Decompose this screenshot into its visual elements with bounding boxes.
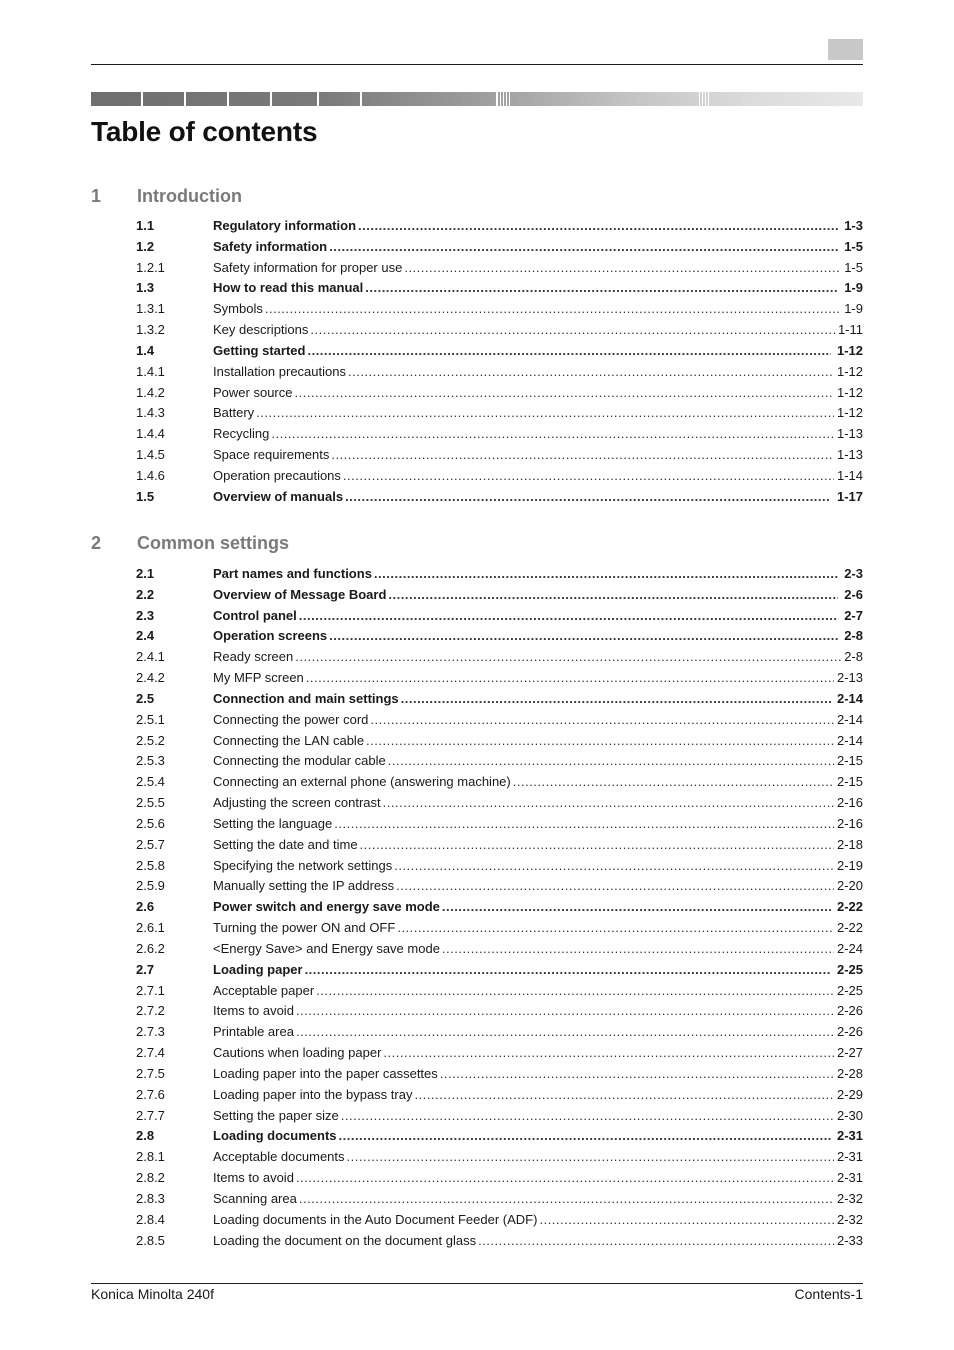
toc-entry[interactable] (136, 981, 863, 1002)
toc-entry-page: 2-29 (836, 1086, 863, 1102)
dot-leader (440, 1064, 834, 1085)
toc-entry-title: Operation screens (213, 628, 328, 644)
toc-entry-number: 1.3.1 (136, 301, 165, 317)
dot-leader (299, 606, 838, 627)
decorative-header-bar (91, 92, 863, 106)
dot-leader (401, 689, 831, 710)
toc-entry-title: Loading paper (213, 961, 303, 977)
toc-entry-number: 2.5 (136, 690, 155, 706)
dot-leader (370, 710, 834, 731)
toc-entry-number: 1.4.6 (136, 467, 165, 483)
dot-leader (383, 793, 834, 814)
toc-entry-number: 2.8.5 (136, 1232, 165, 1248)
toc-entry-page: 1-12 (836, 363, 863, 379)
toc-entry-number: 2.7.4 (136, 1045, 165, 1061)
toc-entry-title: Power source (213, 384, 293, 400)
dot-leader (366, 731, 834, 752)
toc-entry[interactable] (136, 237, 863, 258)
toc-entry-number: 2.5.6 (136, 815, 165, 831)
toc-entry[interactable] (136, 258, 863, 279)
chapter-number: 1 (91, 186, 102, 206)
toc-entry-number: 2.8 (136, 1128, 155, 1144)
toc-entry-title: Cautions when loading paper (213, 1045, 382, 1061)
toc-entry-title: Manually setting the IP address (213, 878, 395, 894)
toc-entry-number: 1.2.1 (136, 259, 165, 275)
chapter-heading-introduction[interactable] (91, 186, 863, 212)
toc-entry-title: Regulatory information (213, 218, 357, 233)
dot-leader (265, 299, 841, 320)
toc-entry-title: Turning the power ON and OFF (213, 920, 396, 936)
toc-entry-title: Recycling (213, 426, 270, 442)
toc-entry-number: 1.5 (136, 488, 155, 504)
toc-entry-number: 1.4.4 (136, 426, 165, 442)
toc-entry-number: 2.4 (136, 628, 155, 644)
dot-leader (396, 876, 834, 897)
toc-entry-page: 1-3 (844, 218, 863, 233)
toc-entry-page: 2-8 (844, 628, 863, 644)
toc-entry-number: 2.5.7 (136, 836, 165, 852)
dot-leader (394, 856, 834, 877)
toc-entry-page: 1-17 (836, 488, 863, 504)
toc-entry[interactable] (136, 383, 863, 404)
toc-entry-number: 1.4.5 (136, 447, 165, 463)
toc-entry[interactable] (136, 668, 863, 689)
toc-entry-title: Power switch and energy save mode (213, 899, 440, 915)
toc-entry[interactable] (136, 403, 863, 424)
toc-entry-title: My MFP screen (213, 670, 304, 686)
chapter-heading-common-settings[interactable] (91, 533, 863, 559)
dot-leader (347, 1147, 834, 1168)
toc-entry-number: 2.5.5 (136, 795, 165, 811)
header-rule (91, 64, 863, 65)
toc-entry-title: Operation precautions (213, 467, 341, 483)
toc-entry-title: Connection and main settings (213, 690, 399, 706)
dot-leader (294, 383, 833, 404)
toc-entry-title: Specifying the network settings (213, 857, 393, 873)
toc-entry-number: 1.4.1 (136, 363, 165, 379)
toc-entry[interactable] (136, 445, 863, 466)
toc-entry-page: 2-26 (836, 1003, 863, 1019)
toc-entry[interactable] (136, 772, 863, 793)
toc-entry[interactable] (136, 585, 863, 606)
toc-entry-page: 1-5 (844, 259, 863, 275)
dot-leader (295, 647, 841, 668)
toc-entry-title: Items to avoid (213, 1170, 294, 1186)
toc-entry-number: 2.6.2 (136, 940, 165, 956)
toc-entry[interactable] (136, 1043, 863, 1064)
toc-entry-title: Ready screen (213, 649, 294, 665)
toc-entry-number: 2.5.2 (136, 732, 165, 748)
toc-entry-page: 2-15 (836, 753, 863, 769)
toc-entry-title: Acceptable paper (213, 982, 315, 998)
toc-entry-title: Space requirements (213, 447, 330, 463)
toc-entry-page: 2-26 (836, 1024, 863, 1040)
dot-leader (442, 939, 834, 960)
toc-entry[interactable] (136, 1147, 863, 1168)
toc-entry-number: 1.4.3 (136, 405, 165, 421)
toc-entry-title: Part names and functions (213, 566, 372, 581)
dot-leader (404, 258, 841, 279)
toc-entry[interactable] (136, 341, 863, 362)
toc-entry-number: 2.7.2 (136, 1003, 165, 1019)
toc-entry-title: Printable area (213, 1024, 294, 1040)
dot-leader (383, 1043, 834, 1064)
toc-entry[interactable] (136, 939, 863, 960)
toc-list-introduction (136, 216, 863, 508)
toc-entry[interactable] (136, 362, 863, 383)
toc-entry-title: Overview of Message Board (213, 586, 387, 602)
toc-entry[interactable] (136, 1064, 863, 1085)
footer-rule (91, 1283, 863, 1284)
toc-entry-title: Setting the paper size (213, 1107, 339, 1123)
toc-entry-title: Setting the language (213, 815, 333, 831)
toc-entry-page: 2-14 (836, 690, 863, 706)
dot-leader (397, 918, 834, 939)
toc-entry-page: 2-28 (836, 1065, 863, 1081)
toc-entry-page: 1-12 (836, 384, 863, 400)
dot-leader (345, 487, 831, 508)
toc-entry-title: How to read this manual (213, 280, 364, 296)
toc-entry-page: 2-22 (836, 920, 863, 936)
dot-leader (348, 362, 834, 383)
toc-entry-title: Loading documents in the Auto Document Feeder (ADF) (213, 1211, 538, 1227)
toc-entry[interactable] (136, 897, 863, 918)
toc-entry-number: 1.1 (136, 218, 155, 233)
toc-entry-title: Setting the date and time (213, 836, 358, 852)
toc-entry-title: Safety information for proper use (213, 259, 403, 275)
toc-entry-page: 1-13 (836, 447, 863, 463)
toc-entry[interactable] (136, 278, 863, 299)
toc-entry-title: Connecting the modular cable (213, 753, 386, 769)
dot-leader (316, 981, 834, 1002)
toc-entry[interactable] (136, 1189, 863, 1210)
toc-entry-title: Getting started (213, 342, 306, 358)
toc-entry-page: 2-14 (836, 711, 863, 727)
toc-entry-number: 2.4.2 (136, 670, 165, 686)
chapter-title: Introduction (137, 186, 242, 206)
toc-entry-page: 1-9 (844, 301, 863, 317)
toc-entry[interactable] (136, 299, 863, 320)
dot-leader (388, 585, 838, 606)
toc-entry-number: 1.4 (136, 342, 155, 358)
toc-entry-page: 2-8 (844, 649, 863, 665)
dot-leader (442, 897, 831, 918)
dot-leader (341, 1106, 834, 1127)
toc-entry-number: 2.7.5 (136, 1065, 165, 1081)
toc-entry-number: 2.1 (136, 566, 155, 581)
toc-entry[interactable] (136, 689, 863, 710)
chapter-number: 2 (91, 533, 102, 553)
footer-product-name: Konica Minolta 240f (91, 1286, 214, 1302)
toc-entry-number: 2.7.1 (136, 982, 165, 998)
dot-leader (306, 668, 834, 689)
toc-entry-page: 2-30 (836, 1107, 863, 1123)
toc-entry[interactable] (136, 564, 863, 585)
toc-entry-title: Loading the document on the document glass (213, 1232, 477, 1248)
toc-entry[interactable] (136, 751, 863, 772)
toc-entry-number: 2.7 (136, 961, 155, 977)
toc-entry-title: Safety information (213, 238, 328, 254)
toc-entry[interactable] (136, 1001, 863, 1022)
toc-entry-page: 2-32 (836, 1190, 863, 1206)
toc-entry[interactable] (136, 918, 863, 939)
toc-entry-title: Loading paper into the paper cassettes (213, 1065, 438, 1081)
toc-entry-page: 2-3 (844, 566, 863, 581)
toc-entry-title: <Energy Save> and Energy save mode (213, 940, 440, 956)
toc-entry-number: 2.7.7 (136, 1107, 165, 1123)
dot-leader (296, 1022, 834, 1043)
dot-leader (513, 772, 834, 793)
toc-entry-page: 2-16 (836, 815, 863, 831)
toc-entry-page: 1-5 (844, 238, 863, 254)
dot-leader (539, 1210, 834, 1231)
toc-entry-number: 2.6 (136, 899, 155, 915)
toc-entry-number: 2.3 (136, 607, 155, 623)
toc-entry-page: 2-22 (836, 899, 863, 915)
toc-entry[interactable] (136, 647, 863, 668)
dot-leader (334, 814, 834, 835)
dot-leader (329, 626, 838, 647)
dot-leader (478, 1231, 834, 1252)
toc-entry-page: 2-7 (844, 607, 863, 623)
toc-entry-page: 2-25 (836, 982, 863, 998)
toc-entry-number: 2.8.3 (136, 1190, 165, 1206)
toc-entry-number: 2.2 (136, 586, 155, 602)
toc-entry-number: 2.7.3 (136, 1024, 165, 1040)
dot-leader (329, 237, 838, 258)
toc-entry-page: 2-14 (836, 732, 863, 748)
toc-entry[interactable] (136, 626, 863, 647)
toc-entry[interactable] (136, 1210, 863, 1231)
toc-entry[interactable] (136, 835, 863, 856)
toc-entry[interactable] (136, 731, 863, 752)
dot-leader (271, 424, 834, 445)
toc-entry-page: 2-15 (836, 774, 863, 790)
dot-leader (331, 445, 834, 466)
dot-leader (305, 960, 831, 981)
toc-entry-number: 1.3.2 (136, 322, 165, 338)
toc-entry-page: 2-20 (836, 878, 863, 894)
toc-entry-title: Adjusting the screen contrast (213, 795, 381, 811)
toc-entry-number: 2.5.1 (136, 711, 165, 727)
toc-entry[interactable] (136, 1168, 863, 1189)
toc-entry-title: Scanning area (213, 1190, 297, 1206)
dot-leader (388, 751, 834, 772)
toc-entry[interactable] (136, 960, 863, 981)
toc-entry-page: 2-24 (836, 940, 863, 956)
toc-entry-number: 2.4.1 (136, 649, 165, 665)
toc-entry-title: Items to avoid (213, 1003, 294, 1019)
toc-entry-number: 1.4.2 (136, 384, 165, 400)
toc-entry-page: 1-11 (837, 322, 863, 338)
toc-entry-page: 1-14 (836, 467, 863, 483)
toc-entry-page: 2-32 (836, 1211, 863, 1227)
toc-entry[interactable] (136, 1085, 863, 1106)
toc-entry[interactable] (136, 856, 863, 877)
dot-leader (299, 1189, 834, 1210)
toc-entry-page: 2-6 (844, 586, 863, 602)
toc-entry-page: 1-13 (836, 426, 863, 442)
toc-entry-page: 2-18 (836, 836, 863, 852)
dot-leader (339, 1126, 831, 1147)
page-corner-tab (828, 39, 863, 60)
toc-entry-page: 2-31 (836, 1128, 863, 1144)
toc-entry-number: 2.8.1 (136, 1149, 165, 1165)
toc-entry[interactable] (136, 487, 863, 508)
toc-entry-page: 1-12 (836, 405, 863, 421)
toc-entry-number: 2.8.4 (136, 1211, 165, 1227)
toc-entry-title: Battery (213, 405, 255, 421)
toc-entry-title: Connecting an external phone (answering machine) (213, 774, 511, 790)
toc-entry-number: 2.7.6 (136, 1086, 165, 1102)
toc-entry-title: Loading documents (213, 1128, 337, 1144)
toc-entry-title: Overview of manuals (213, 488, 344, 504)
dot-leader (296, 1168, 834, 1189)
toc-entry-number: 2.5.8 (136, 857, 165, 873)
toc-entry-title: Acceptable documents (213, 1149, 345, 1165)
dot-leader (307, 341, 831, 362)
toc-entry-title: Symbols (213, 301, 263, 317)
toc-entry-page: 2-25 (836, 961, 863, 977)
toc-entry[interactable] (136, 876, 863, 897)
toc-entry[interactable] (136, 216, 863, 237)
toc-entry-page: 1-9 (844, 280, 863, 296)
footer-page-number: Contents-1 (794, 1286, 863, 1302)
dot-leader (358, 216, 838, 237)
page-title: Table of contents (91, 116, 318, 147)
toc-entry-number: 1.3 (136, 280, 155, 296)
toc-entry-page: 2-31 (836, 1149, 863, 1165)
toc-entry[interactable] (136, 320, 863, 341)
toc-entry-title: Key descriptions (213, 322, 309, 338)
dot-leader (360, 835, 834, 856)
toc-entry-title: Connecting the LAN cable (213, 732, 365, 748)
toc-entry-title: Connecting the power cord (213, 711, 369, 727)
toc-list-common-settings (136, 564, 863, 1251)
dot-leader (414, 1085, 834, 1106)
dot-leader (365, 278, 838, 299)
dot-leader (310, 320, 835, 341)
toc-entry[interactable] (136, 793, 863, 814)
toc-entry-number: 1.2 (136, 238, 155, 254)
toc-entry-number: 2.5.4 (136, 774, 165, 790)
toc-entry-page: 2-19 (836, 857, 863, 873)
toc-entry-page: 1-12 (836, 342, 863, 358)
toc-entry-number: 2.5.9 (136, 878, 165, 894)
toc-entry[interactable] (136, 424, 863, 445)
toc-entry[interactable] (136, 1022, 863, 1043)
toc-entry-title: Installation precautions (213, 363, 346, 379)
toc-entry-page: 2-33 (836, 1232, 863, 1248)
dot-leader (256, 403, 834, 424)
toc-entry-number: 2.6.1 (136, 920, 165, 936)
dot-leader (374, 564, 838, 585)
toc-entry-page: 2-31 (836, 1170, 863, 1186)
toc-entry-title: Control panel (213, 607, 297, 623)
toc-entry[interactable] (136, 606, 863, 627)
toc-entry-page: 2-13 (836, 670, 863, 686)
toc-entry-title: Loading paper into the bypass tray (213, 1086, 413, 1102)
toc-entry[interactable] (136, 1126, 863, 1147)
chapter-title: Common settings (137, 533, 290, 553)
dot-leader (343, 466, 834, 487)
dot-leader (296, 1001, 834, 1022)
toc-entry[interactable] (136, 1106, 863, 1127)
toc-entry-page: 2-27 (836, 1045, 863, 1061)
toc-entry[interactable] (136, 814, 863, 835)
toc-entry[interactable] (136, 710, 863, 731)
toc-entry-number: 2.8.2 (136, 1170, 165, 1186)
toc-entry-page: 2-16 (836, 795, 863, 811)
toc-entry[interactable] (136, 466, 863, 487)
toc-entry[interactable] (136, 1231, 863, 1252)
toc-entry-number: 2.5.3 (136, 753, 165, 769)
